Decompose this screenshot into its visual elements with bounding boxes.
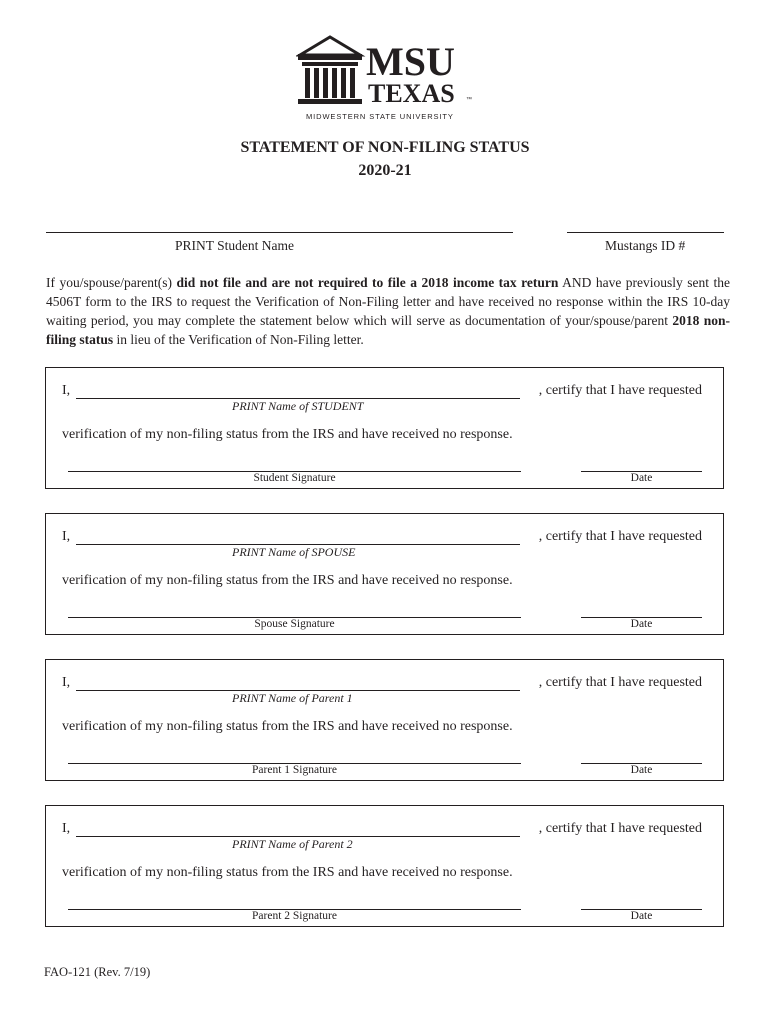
verification-text: verification of my non-filing status from the IRS and have received no response.	[62, 865, 513, 880]
form-title: STATEMENT OF NON-FILING STATUS	[240, 139, 530, 156]
instructions-paragraph: If you/spouse/parent(s) did not file and are not required to file a 2018 income tax return AND have previously sent the 4506T form to the IRS to request the Verification of Non-Filing letter and have received no response within the IRS 10-day waiting period, you may complete the statement below which will serve as documentation of your/spouse/parent 2018 non-filing status in lieu of the Verification of Non-Filing letter.	[46, 275, 730, 347]
form-year: 2020-21	[358, 162, 412, 179]
student-date-label: Date	[630, 472, 653, 484]
mustangs-id-label: Mustangs ID #	[605, 238, 686, 253]
parent1-name-caption: PRINT Name of Parent 1	[232, 691, 353, 705]
i-label: I,	[62, 821, 71, 836]
mustangs-id-line[interactable]	[567, 232, 724, 233]
spouse-date-label: Date	[630, 618, 653, 630]
certify-text: , certify that I have requested	[538, 675, 702, 690]
msu-texas-logo	[296, 33, 476, 123]
verification-text: verification of my non-filing status from the IRS and have received no response.	[62, 427, 513, 442]
i-label: I,	[62, 675, 71, 690]
svg-text:TEXAS: TEXAS	[368, 79, 455, 108]
spouse-name-caption: PRINT Name of SPOUSE	[232, 545, 356, 559]
spouse-certification-box	[45, 513, 724, 635]
svg-text:MSU: MSU	[366, 39, 455, 84]
student-certification-box	[45, 367, 724, 489]
verification-text: verification of my non-filing status from the IRS and have received no response.	[62, 573, 513, 588]
form-code: FAO-121 (Rev. 7/19)	[44, 965, 151, 979]
student-name-caption: PRINT Name of STUDENT	[232, 399, 364, 413]
university-building-icon	[296, 33, 476, 123]
verification-text: verification of my non-filing status from the IRS and have received no response.	[62, 719, 513, 734]
parent2-signature-label: Parent 2 Signature	[252, 910, 337, 922]
parent1-certification-box	[45, 659, 724, 781]
i-label: I,	[62, 529, 71, 544]
parent1-date-label: Date	[630, 764, 653, 776]
certify-text: , certify that I have requested	[538, 383, 702, 398]
parent2-certification-box	[45, 805, 724, 927]
student-name-label: PRINT Student Name	[175, 238, 294, 253]
parent1-signature-label: Parent 1 Signature	[252, 764, 337, 776]
parent2-date-label: Date	[630, 910, 653, 922]
student-name-line[interactable]	[46, 232, 513, 233]
certify-text: , certify that I have requested	[538, 821, 702, 836]
spouse-signature-label: Spouse Signature	[254, 618, 335, 630]
parent2-name-caption: PRINT Name of Parent 2	[232, 837, 353, 851]
i-label: I,	[62, 383, 71, 398]
certify-text: , certify that I have requested	[538, 529, 702, 544]
svg-text:MIDWESTERN STATE UNIVERSITY: MIDWESTERN STATE UNIVERSITY	[306, 112, 454, 121]
svg-text:™: ™	[466, 97, 472, 103]
student-signature-label: Student Signature	[253, 472, 336, 484]
